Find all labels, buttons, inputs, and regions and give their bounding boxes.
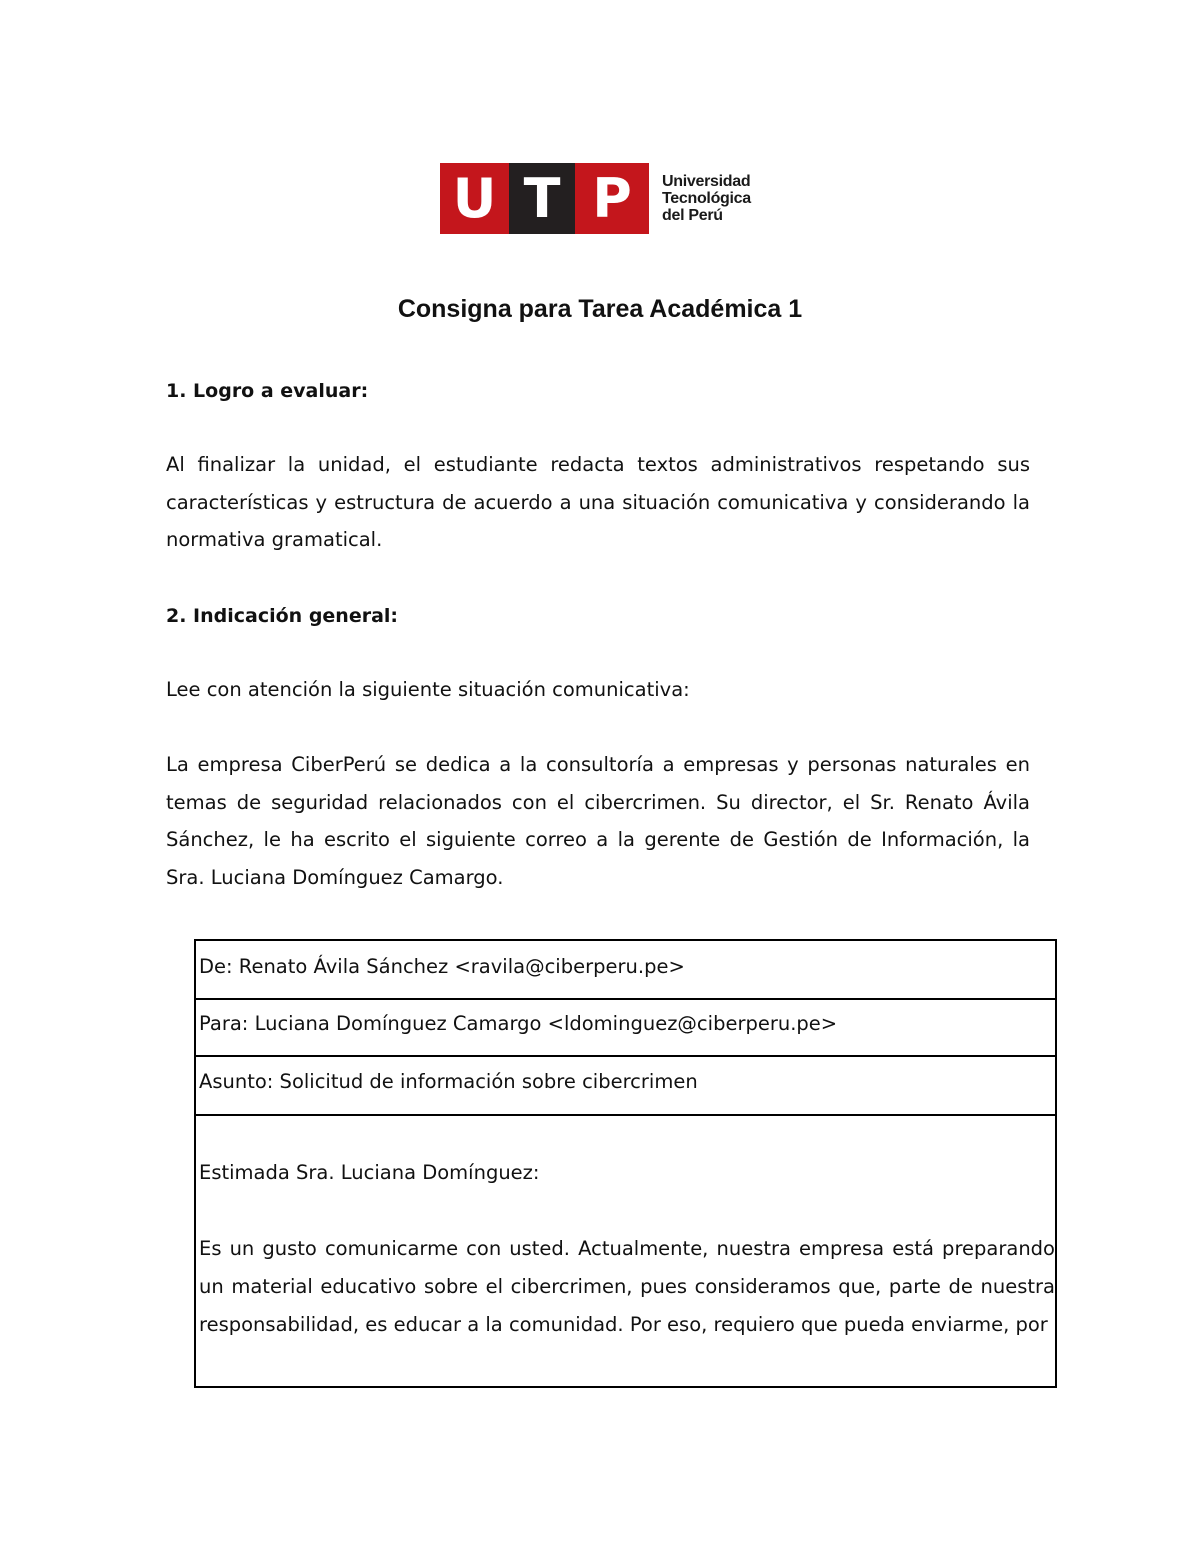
email-from-row: De: Renato Ávila Sánchez <ravila@ciberperu.pe> xyxy=(196,941,1055,1000)
email-subject-row: Asunto: Solicitud de información sobre cibercrimen xyxy=(196,1057,1055,1116)
utp-logo xyxy=(440,163,751,234)
section-1-text: Al finalizar la unidad, el estudiante redacta textos administrativos respetando sus características y estructura de acuerdo a una situación comunicativa y considerando la normativa gramatical. xyxy=(166,453,1030,552)
logo-name-line: del Perú xyxy=(662,207,723,224)
logo-letter-u: U xyxy=(440,163,509,234)
section-1-heading: 1. Logro a evaluar: xyxy=(166,380,369,402)
email-to-row: Para: Luciana Domínguez Camargo <ldominguez@ciberperu.pe> xyxy=(196,1000,1055,1057)
logo-university-name xyxy=(662,173,751,224)
email-body-text: Es un gusto comunicarme con usted. Actualmente, nuestra empresa está preparando un material educativo sobre el cibercrimen, pues consideramos que, parte de nuestra responsabilidad, es educar a la comunidad. Por eso, requiero que pueda enviarme, por xyxy=(199,1237,1055,1336)
logo-letter-t: T xyxy=(509,163,575,234)
logo-name-line: Tecnológica xyxy=(662,190,751,207)
document-title: Consigna para Tarea Académica 1 xyxy=(397,295,803,323)
logo-letter-p: P xyxy=(575,163,649,234)
section-2-intro: Lee con atención la siguiente situación comunicativa: xyxy=(166,678,690,701)
section-2-heading: 2. Indicación general: xyxy=(166,605,399,627)
logo-name-line: Universidad xyxy=(662,173,751,190)
situation-paragraph: La empresa CiberPerú se dedica a la consultoría a empresas y personas naturales en temas de seguridad relacionados con el cibercrimen. Su director, el Sr. Renato Ávila Sánchez, le ha escrito el siguiente correo a la gerente de Gestión de Información, la Sra. Luciana Domínguez Camargo. xyxy=(166,753,1030,890)
email-table xyxy=(194,939,1057,1388)
email-greeting: Estimada Sra. Luciana Domínguez: xyxy=(199,1161,540,1184)
